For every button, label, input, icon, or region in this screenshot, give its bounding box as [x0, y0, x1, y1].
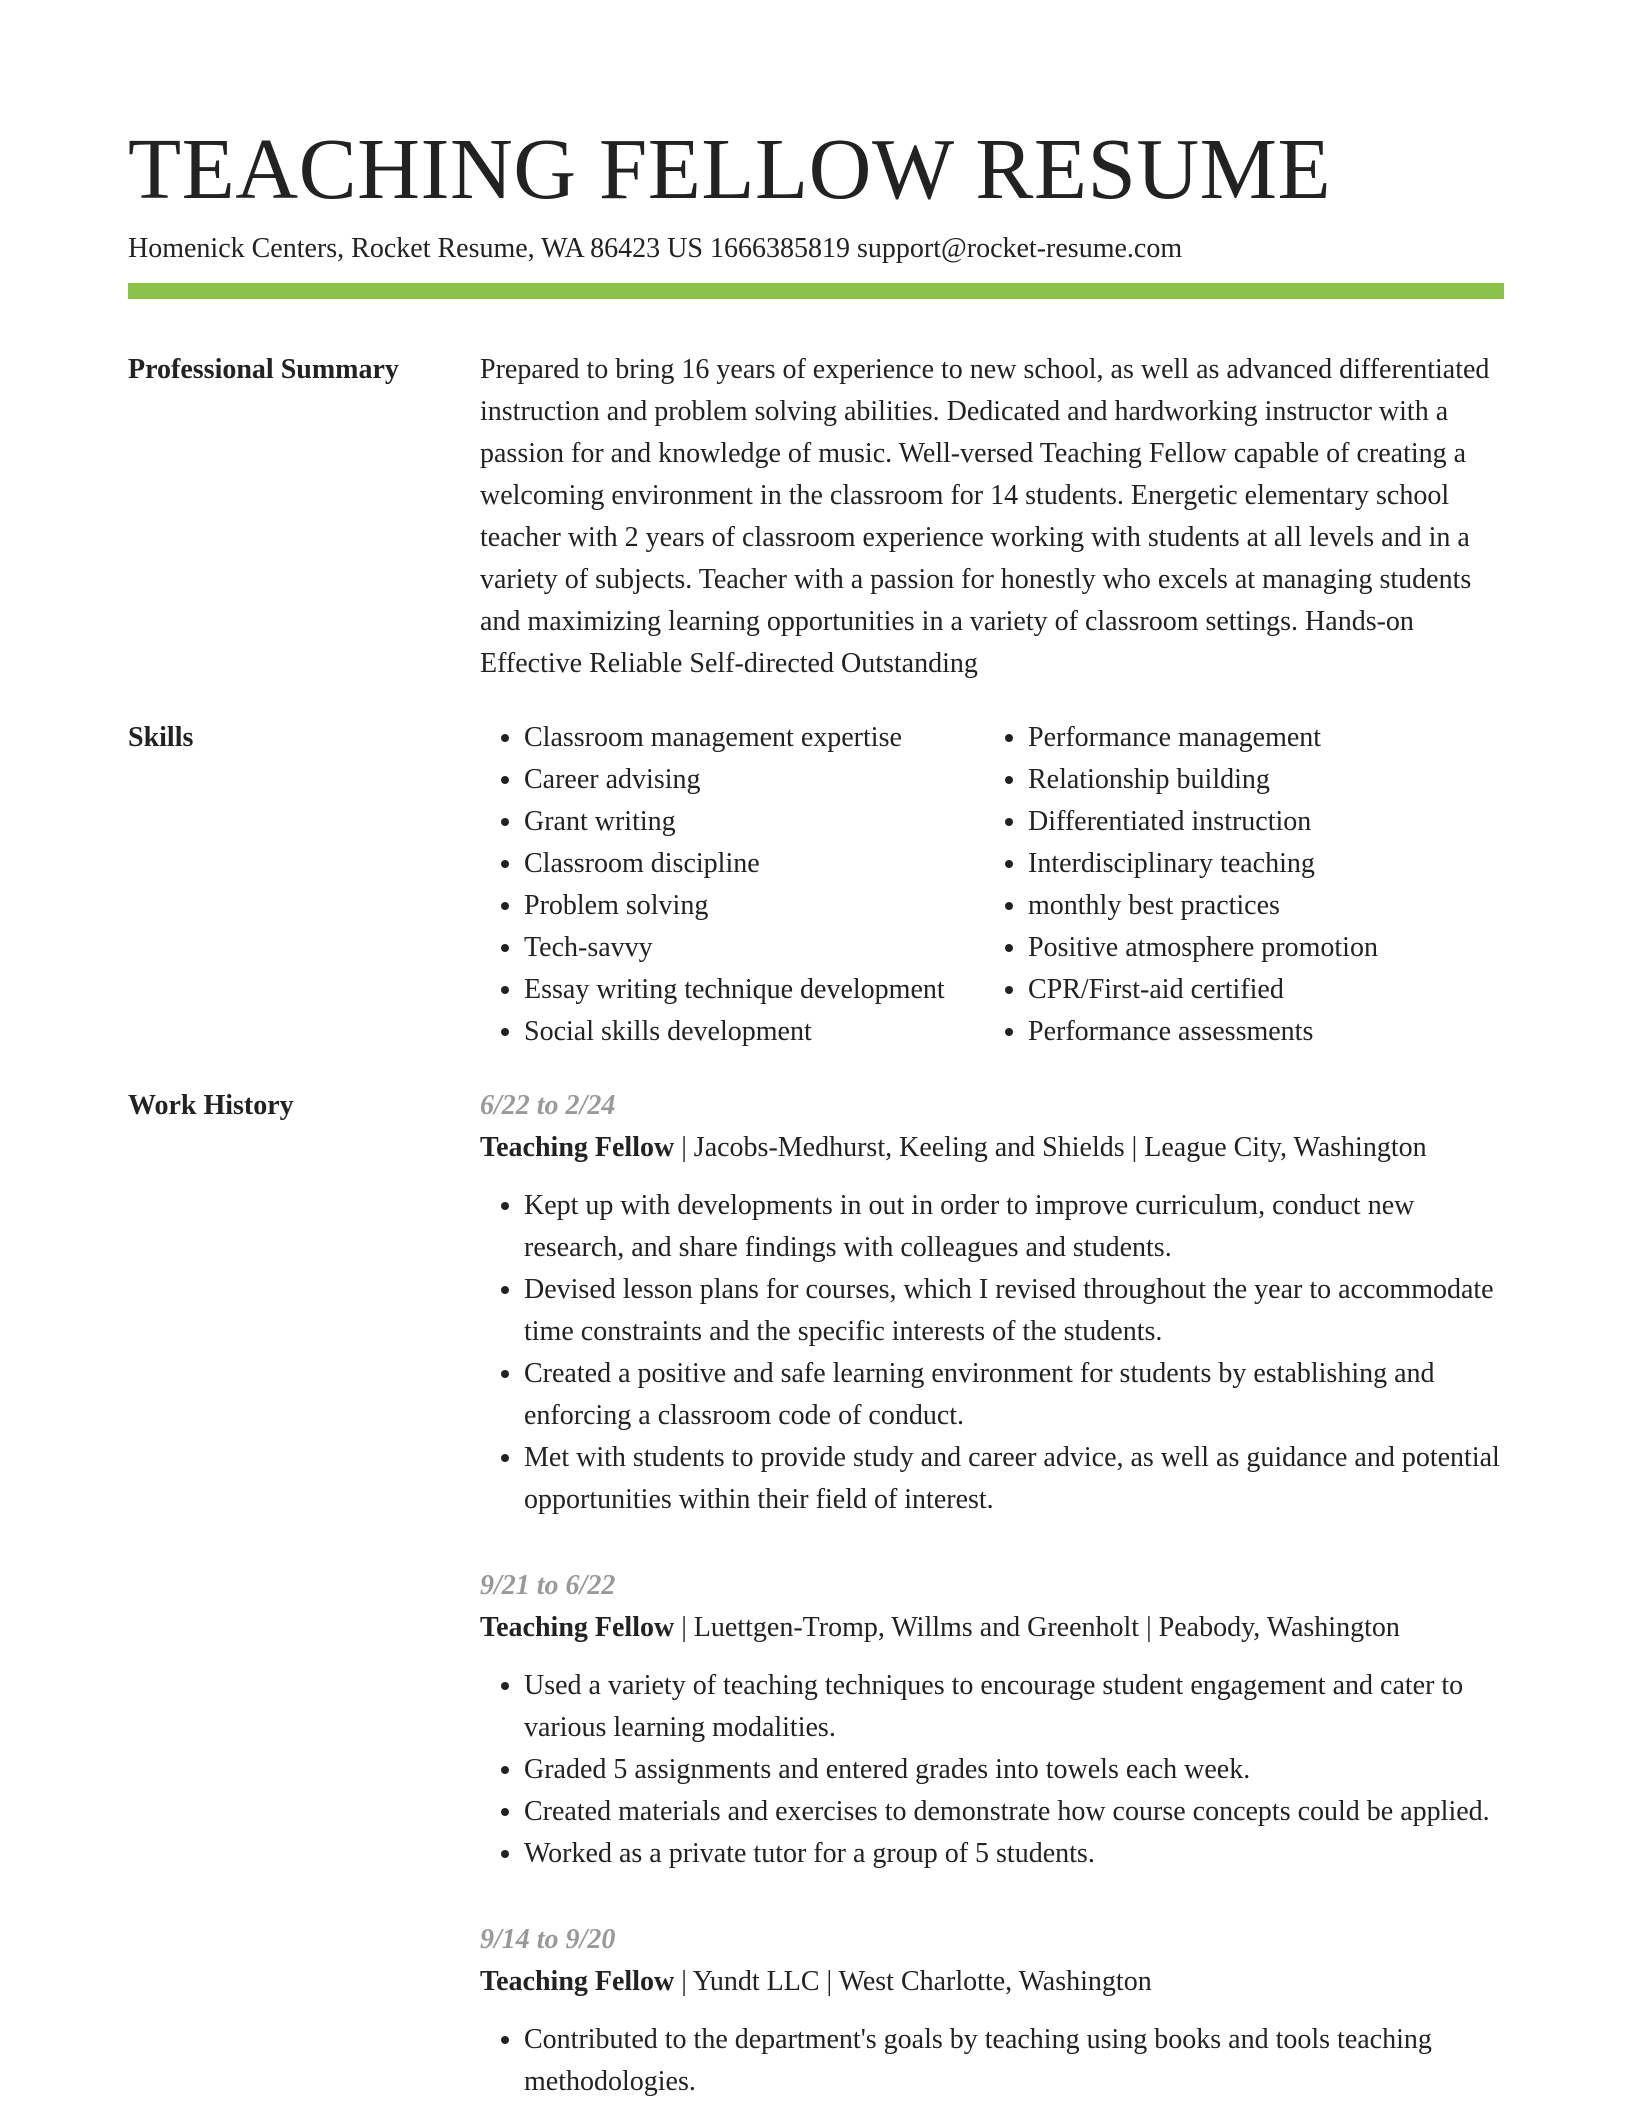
job-bullet: • Met with students to provide study and career advice, as well as guidance and potential opportunities within their field of interest.: [524, 1437, 1504, 1521]
job-dates: 6/22 to 2/24: [480, 1090, 616, 1121]
skills-section: [128, 717, 1504, 1053]
job-title: Teaching Fellow: [480, 1612, 675, 1643]
job-bullets: [480, 2019, 1504, 2103]
job-header: [480, 1607, 1504, 1649]
job-entry: [480, 1565, 1504, 1875]
skills-body: [480, 717, 1504, 1053]
job-bullet: • Worked as a private tutor for a group of 5 students.: [524, 1833, 1504, 1875]
resume-page: [128, 0, 1504, 2119]
job-bullet: • Graded 5 assignments and entered grades into towels each week.: [524, 1749, 1504, 1791]
skills-column-2: [984, 717, 1504, 1053]
summary-text: Prepared to bring 16 years of experience to new school, as well as advanced differentiated instruction and problem solving abilities. Dedicated and hardworking instructor with a passion for and knowledge of music. Well-versed Teaching Fellow capable of creating a welcoming environment in the classroom for 14 students. Energetic elementary school teacher with 2 years of classroom experience working with students at all levels and in a variety of subjects. Teacher with a passion for honestly who excels at managing students and maximizing learning opportunities in a variety of classroom settings. Hands-on Effective Reliable Self-directed Outstanding: [480, 354, 1490, 679]
skills-heading: Skills: [128, 722, 194, 753]
skill-item: • Grant writing: [524, 801, 984, 843]
skill-item: • Positive atmosphere promotion: [1028, 927, 1504, 969]
job-header: [480, 1127, 1504, 1169]
skill-item: • Performance management: [1028, 717, 1504, 759]
work-history-heading: Work History: [128, 1090, 294, 1121]
job-bullets: [480, 1665, 1504, 1875]
job-header: [480, 1961, 1504, 2003]
work-history-section: [128, 1085, 1504, 2119]
job-details: | Jacobs-Medhurst, Keeling and Shields | League City, Washington: [681, 1132, 1427, 1163]
skills-column-1: [480, 717, 984, 1053]
skill-item: • Interdisciplinary teaching: [1028, 843, 1504, 885]
resume-title: TEACHING FELLOW RESUME: [128, 120, 1332, 217]
skill-item: • CPR/First-aid certified: [1028, 969, 1504, 1011]
skill-item: • Career advising: [524, 759, 984, 801]
job-entry: [480, 1919, 1504, 2103]
skills-columns: [480, 717, 1504, 1053]
job-bullet: • Kept up with developments in out in order to improve curriculum, conduct new research, and share findings with colleagues and students.: [524, 1185, 1504, 1269]
skill-item: • Performance assessments: [1028, 1011, 1504, 1053]
skill-item: • Classroom discipline: [524, 843, 984, 885]
skill-item: • Tech-savvy: [524, 927, 984, 969]
skill-item: • Essay writing technique development: [524, 969, 984, 1011]
contact-line: Homenick Centers, Rocket Resume, WA 86423 US 1666385819 support@rocket-resume.com: [128, 233, 1183, 264]
summary-section: [128, 349, 1504, 685]
job-title: Teaching Fellow: [480, 1966, 675, 1997]
job-dates: 9/21 to 6/22: [480, 1570, 616, 1601]
skill-item: • Problem solving: [524, 885, 984, 927]
job-title: Teaching Fellow: [480, 1132, 675, 1163]
job-dates: 9/14 to 9/20: [480, 1924, 616, 1955]
work-history-body: [480, 1085, 1504, 2119]
job-bullet: • Devised lesson plans for courses, which I revised throughout the year to accommodate time constraints and the specific interests of the students.: [524, 1269, 1504, 1353]
skill-item: • Social skills development: [524, 1011, 984, 1053]
job-details: | Luettgen-Tromp, Willms and Greenholt | Peabody, Washington: [681, 1612, 1400, 1643]
job-details: | Yundt LLC | West Charlotte, Washington: [681, 1966, 1152, 1997]
job-bullets: [480, 1185, 1504, 1521]
summary-body: [480, 349, 1504, 685]
skill-item: • monthly best practices: [1028, 885, 1504, 927]
skill-item: • Differentiated instruction: [1028, 801, 1504, 843]
accent-divider: [128, 283, 1504, 299]
job-bullet: • Contributed to the department's goals by teaching using books and tools teaching methodologies.: [524, 2019, 1504, 2103]
job-bullet: • Used a variety of teaching techniques to encourage student engagement and cater to various learning modalities.: [524, 1665, 1504, 1749]
skill-item: • Relationship building: [1028, 759, 1504, 801]
job-bullet: • Created a positive and safe learning environment for students by establishing and enforcing a classroom code of conduct.: [524, 1353, 1504, 1437]
job-entry: [480, 1085, 1504, 1521]
job-bullet: • Created materials and exercises to demonstrate how course concepts could be applied.: [524, 1791, 1504, 1833]
summary-heading: Professional Summary: [128, 354, 399, 385]
skill-item: • Classroom management expertise: [524, 717, 984, 759]
